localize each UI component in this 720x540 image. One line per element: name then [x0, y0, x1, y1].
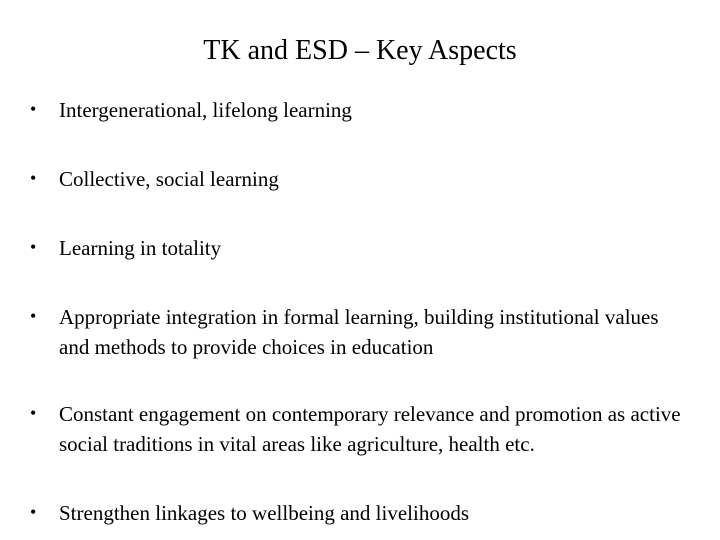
slide-title: TK and ESD – Key Aspects [203, 35, 517, 66]
bullet-text-1: Intergenerational, lifelong learning [59, 98, 352, 122]
bullet-item-5 [30, 399, 690, 459]
bullet-text-4: Appropriate integration in formal learning, building institutional values and methods to provide choices in education [59, 305, 659, 359]
bullet-dot-icon: • [30, 237, 37, 257]
bullet-dot-icon: • [30, 502, 37, 522]
bullet-text-2: Collective, social learning [59, 167, 279, 191]
bullet-item-6 [30, 498, 690, 528]
bullet-text-6: Strengthen linkages to wellbeing and livelihoods [59, 501, 470, 525]
bullet-text-3: Learning in totality [59, 236, 222, 260]
bullet-item-4 [30, 302, 690, 362]
bullet-item-1 [30, 95, 690, 125]
bullet-dot-icon: • [30, 306, 37, 326]
bullet-dot-icon: • [30, 99, 37, 119]
bullet-item-2 [30, 164, 690, 194]
bullet-item-3 [30, 233, 690, 263]
bullet-text-5: Constant engagement on contemporary relevance and promotion as active social traditions in vital areas like agriculture, health etc. [59, 402, 681, 456]
bullet-dot-icon: • [30, 403, 37, 423]
bullet-dot-icon: • [30, 168, 37, 188]
